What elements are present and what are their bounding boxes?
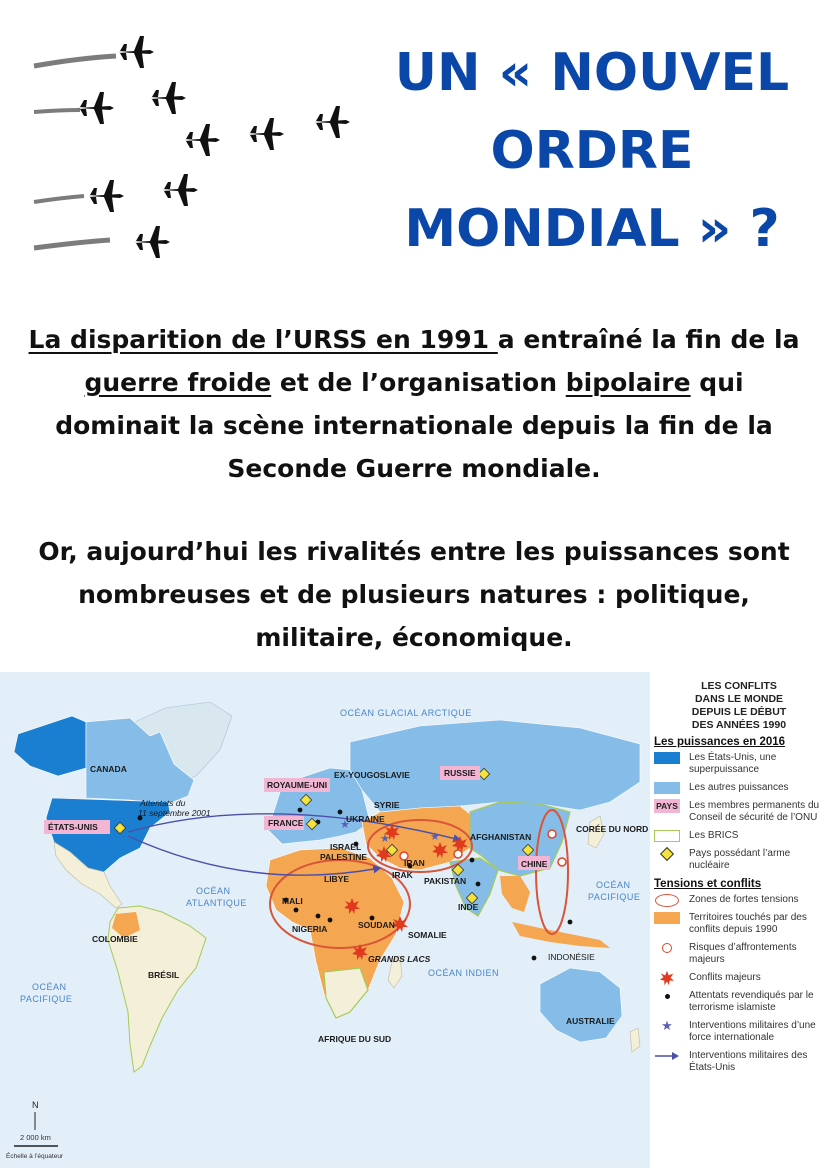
contrail-3 [34, 196, 84, 202]
swatch-dark-blue [654, 752, 680, 764]
legend-item [654, 782, 824, 794]
country-label: INDE [458, 902, 479, 912]
country-label: CANADA [90, 764, 127, 774]
p1-text-a: a entraîné la fin de la [497, 325, 800, 354]
legend-item [654, 990, 824, 1014]
star-icon: ★ [661, 1018, 673, 1033]
contrail-1 [34, 56, 116, 66]
world-conflicts-map [0, 672, 650, 1168]
orange-swatch-icon [654, 912, 680, 924]
legend-item [654, 752, 824, 776]
country-label: FRANCE [268, 818, 304, 828]
country-label: PAKISTAN [424, 876, 467, 886]
legend-item [654, 830, 824, 842]
legend-item [654, 942, 824, 966]
scale-label: 2 000 km [20, 1133, 51, 1142]
country-label: INDONÉSIE [548, 952, 595, 962]
country-label: AFRIQUE DU SUD [318, 1034, 392, 1044]
legend-label: Les autres puissances [689, 782, 789, 793]
risk-circle [548, 830, 556, 838]
jet-icon [184, 124, 220, 156]
star-icon: ★ [340, 818, 350, 831]
legend-label: Attentats revendiqués par le terrorisme islamiste [689, 990, 814, 1013]
russia-shape [350, 720, 640, 812]
legend-label: Zones de fortes tensions [689, 894, 799, 905]
jet-icon [134, 226, 170, 258]
legend-item [654, 972, 824, 984]
explosion-icon [654, 972, 680, 984]
country-label: LIBYE [324, 874, 350, 884]
ocean-label: PACIFIQUE [588, 892, 641, 902]
legend-item [654, 894, 824, 906]
legend-title-line: LES CONFLITS [701, 680, 777, 692]
black-dot-icon [654, 990, 680, 1002]
jet-icon [78, 92, 114, 124]
p1-text-c: qui [690, 368, 744, 397]
risk-circle [558, 858, 566, 866]
map-annotation: 11 septembre 2001 [138, 808, 211, 818]
jet-icon [248, 118, 284, 150]
legend-item [654, 848, 824, 872]
red-ellipse-icon [654, 894, 680, 906]
legend-title-line: DEPUIS LE DÉBUT [691, 706, 787, 718]
contrail-4 [34, 240, 110, 248]
legend-label: Conflits majeurs [689, 972, 761, 983]
legend-section-powers: Les puissances en 2016 [654, 736, 786, 748]
legend-label: Risques d’affrontements majeurs [689, 942, 797, 965]
title-line-1: UN « NOUVEL [394, 43, 790, 103]
ocean-label: OCÉAN [196, 886, 231, 896]
country-label: IRAN [404, 858, 425, 868]
jet-icon [314, 106, 350, 138]
country-label: SOUDAN [358, 920, 395, 930]
country-label: SOMALIE [408, 930, 447, 940]
country-label: SYRIE [374, 800, 400, 810]
jet-icon [150, 82, 186, 114]
ocean-label: OCÉAN GLACIAL ARCTIQUE [340, 708, 472, 718]
legend-label: Pays possédant l’arme nucléaire [689, 848, 791, 871]
underlined-bipolaire: bipolaire [565, 368, 691, 397]
country-label: ISRAËL [330, 842, 362, 852]
pink-tag-icon [654, 800, 680, 812]
legend-title-line: DANS LE MONDE [694, 693, 784, 705]
yellow-diamond-icon [654, 848, 680, 860]
fighter-jets-illustration [20, 20, 370, 280]
green-outline-icon [654, 830, 680, 842]
p2-line-1: Or, aujourd’hui les rivalités entre les puissances sont [38, 537, 790, 566]
intro-paragraph-2 [0, 530, 828, 659]
underlined-guerre-froide: guerre froide [84, 368, 272, 397]
ocean-label: OCÉAN [32, 982, 67, 992]
legend-item [654, 912, 824, 936]
risk-circle [454, 850, 462, 858]
p1-line-3: dominait la scène internationale depuis la fin de la [55, 411, 773, 440]
country-label: NIGERIA [292, 924, 328, 934]
legend-title-line: DES ANNÉES 1990 [691, 719, 787, 731]
scale-note: Échelle à l’équateur [6, 1153, 64, 1160]
star-icon: ★ [430, 830, 440, 843]
pink-tag-label: PAYS [656, 801, 678, 811]
ocean-label: OCÉAN INDIEN [428, 968, 500, 978]
country-label: CORÉE DU NORD [576, 824, 649, 834]
legend-label: Interventions militaires des États-Unis [689, 1050, 808, 1073]
country-label: CHINE [521, 859, 548, 869]
ocean-label: PACIFIQUE [20, 994, 73, 1004]
p2-line-2: nombreuses et de plusieurs natures : politique, [78, 580, 750, 609]
legend-label: Les États-Unis, une superpuissance [689, 752, 777, 775]
country-label: ROYAUME-UNI [267, 780, 328, 790]
jet-icon [88, 180, 124, 212]
jet-icon [118, 36, 154, 68]
underlined-urss: La disparition de l’URSS en 1991 [28, 325, 498, 354]
country-label: PALESTINE [320, 852, 368, 862]
north-arrow: N [32, 1100, 39, 1110]
title-line-2: ORDRE [490, 121, 694, 181]
country-label: AUSTRALIE [566, 1016, 615, 1026]
intro-paragraph-1 [0, 318, 828, 490]
legend-label: Les BRICS [689, 830, 739, 841]
country-label: UKRAINE [346, 814, 385, 824]
title-line-3: MONDIAL » ? [404, 199, 780, 259]
jet-icon [162, 174, 198, 206]
country-label: COLOMBIE [92, 934, 138, 944]
legend-section-tensions: Tensions et conflits [654, 878, 762, 890]
map-annotation: Attentats du [140, 798, 186, 808]
legend-label: Territoires touchés par des conflits depuis 1990 [689, 912, 807, 935]
country-label: RUSSIE [444, 768, 476, 778]
p2-line-3: militaire, économique. [255, 623, 573, 652]
map-legend [650, 672, 828, 1168]
country-label: MALI [282, 896, 303, 906]
legend-item [654, 1050, 824, 1074]
ocean-label: ATLANTIQUE [186, 898, 247, 908]
arrow-icon [654, 1050, 680, 1062]
star-icon: ★ [380, 832, 390, 845]
p1-text-b: et de l’organisation [271, 368, 566, 397]
ocean-label: OCÉAN [596, 880, 631, 890]
legend-title [650, 680, 828, 732]
country-label: BRÉSIL [148, 970, 180, 980]
country-label: IRAK [392, 870, 413, 880]
contrail-2 [34, 110, 80, 112]
red-circle-icon [654, 942, 680, 954]
p1-line-4: Seconde Guerre mondiale. [227, 454, 601, 483]
swatch-light-blue [654, 782, 680, 794]
page-title [372, 34, 812, 268]
legend-label: Interventions militaires d’une force internationale [689, 1020, 816, 1043]
country-label: AFGHANISTAN [470, 832, 532, 842]
country-label: EX-YOUGOSLAVIE [334, 770, 410, 780]
country-label: GRANDS LACS [368, 954, 431, 964]
legend-item [654, 800, 824, 824]
country-label: ÉTATS-UNIS [48, 822, 98, 832]
legend-label: Les membres permanents du Conseil de sécurité de l’ONU [689, 800, 820, 823]
legend-item [654, 1020, 824, 1044]
